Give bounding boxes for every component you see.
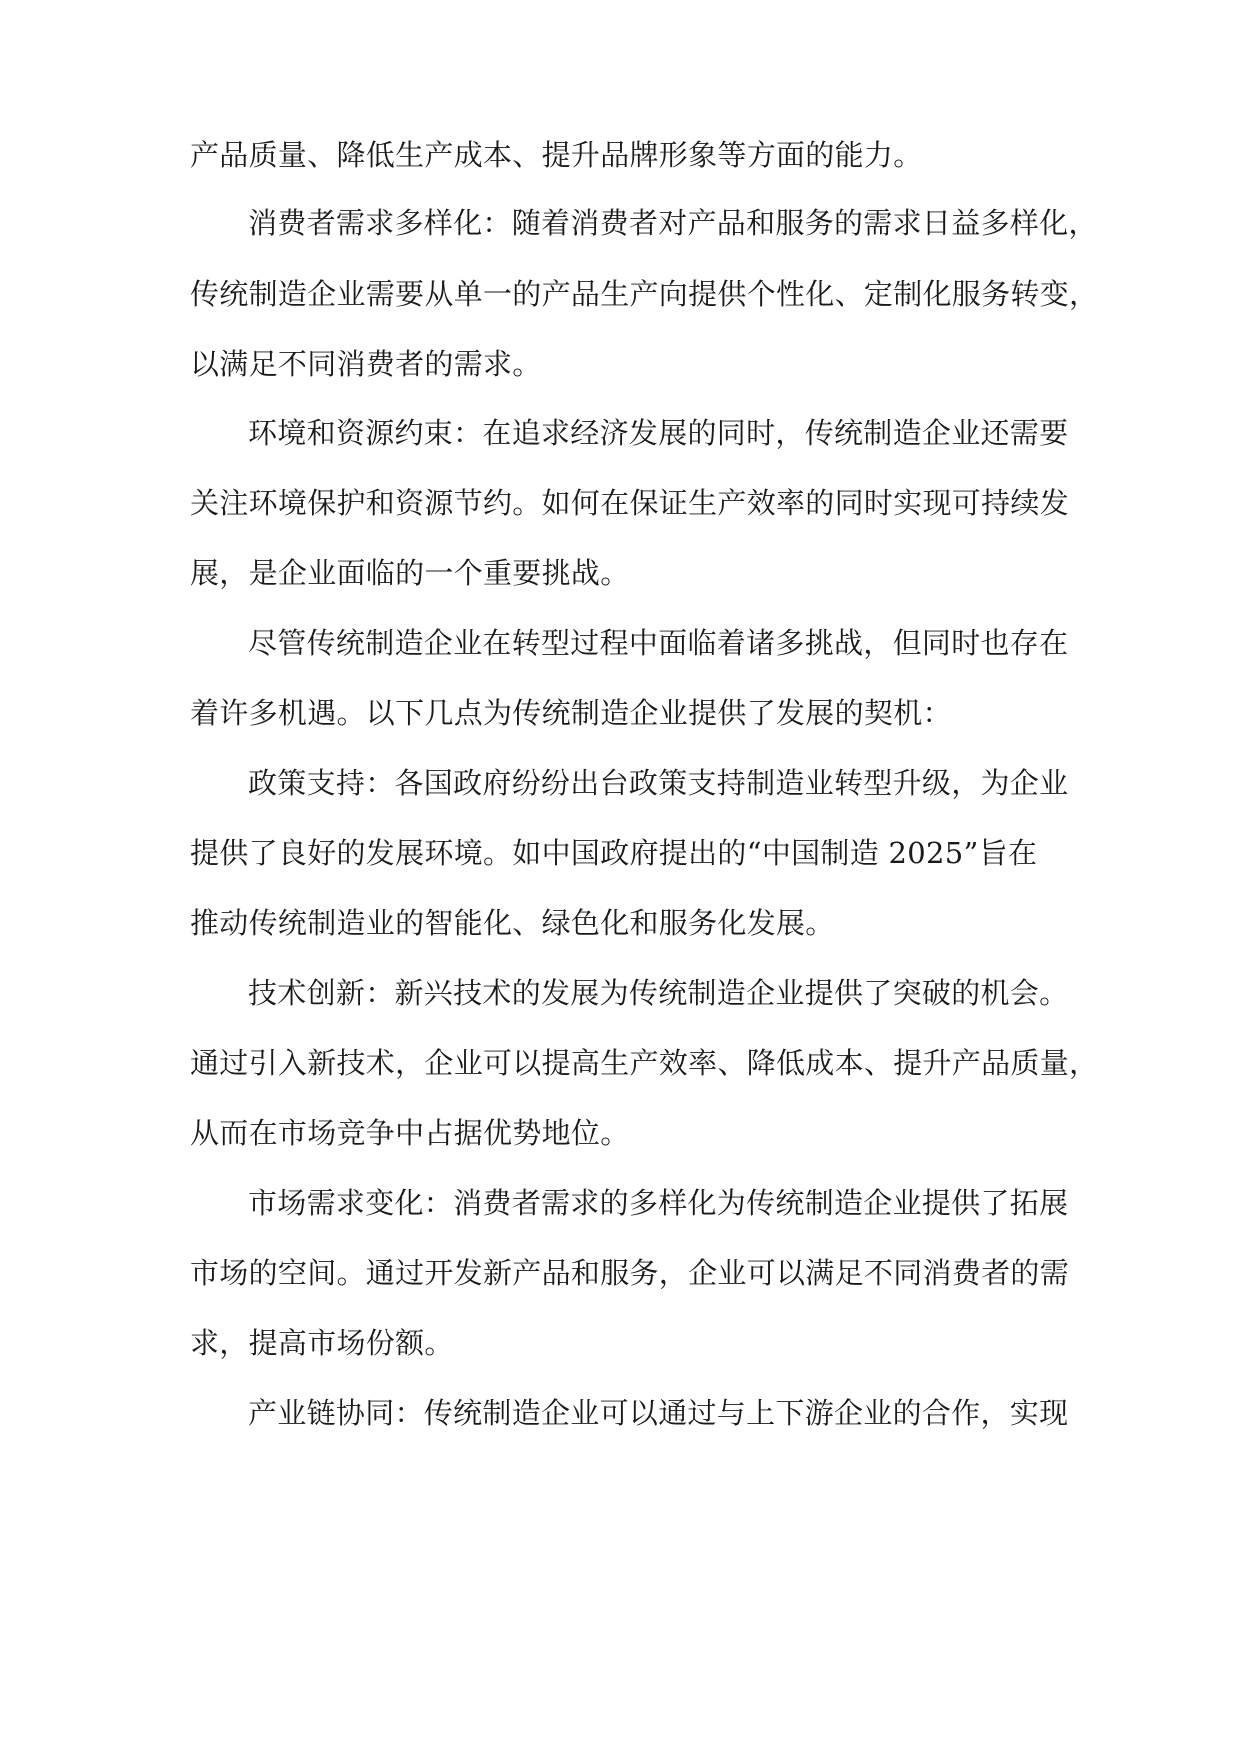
paragraph-line: 求，提高市场份额。: [190, 1326, 454, 1360]
paragraph-line: 着许多机遇。以下几点为传统制造企业提供了发展的契机：: [190, 696, 952, 730]
paragraph-line: 通过引入新技术，企业可以提高生产效率、降低成本、提升产品质量，: [190, 1046, 1099, 1080]
paragraph-line: 技术创新：新兴技术的发展为传统制造企业提供了突破的机会。: [248, 976, 1069, 1010]
paragraph-line: 关注环境保护和资源节约。如何在保证生产效率的同时实现可持续发: [190, 486, 1070, 520]
paragraph-line: 展，是企业面临的一个重要挑战。: [190, 556, 630, 590]
paragraph-line: 市场需求变化：消费者需求的多样化为传统制造企业提供了拓展: [248, 1186, 1069, 1220]
paragraph-line: 提供了良好的发展环境。如中国政府提出的“中国制造 2025”旨在: [190, 836, 1038, 870]
paragraph-line: 政策支持：各国政府纷纷出台政策支持制造业转型升级，为企业: [248, 766, 1069, 800]
paragraph-line: 产业链协同：传统制造企业可以通过与上下游企业的合作，实现: [248, 1396, 1069, 1430]
paragraph-line: 从而在市场竞争中占据优势地位。: [190, 1116, 630, 1150]
paragraph-line: 产品质量、降低生产成本、提升品牌形象等方面的能力。: [190, 138, 923, 172]
paragraph-line: 环境和资源约束：在追求经济发展的同时，传统制造企业还需要: [248, 416, 1069, 450]
paragraph-line: 市场的空间。通过开发新产品和服务，企业可以满足不同消费者的需: [190, 1256, 1070, 1290]
paragraph-line: 推动传统制造业的智能化、绿色化和服务化发展。: [190, 906, 835, 940]
paragraph-line: 传统制造企业需要从单一的产品生产向提供个性化、定制化服务转变，: [190, 277, 1099, 311]
paragraph-line: 以满足不同消费者的需求。: [190, 347, 542, 381]
paragraph-line: 尽管传统制造企业在转型过程中面临着诸多挑战，但同时也存在: [248, 626, 1069, 660]
paragraph-line: 消费者需求多样化：随着消费者对产品和服务的需求日益多样化，: [248, 206, 1098, 240]
